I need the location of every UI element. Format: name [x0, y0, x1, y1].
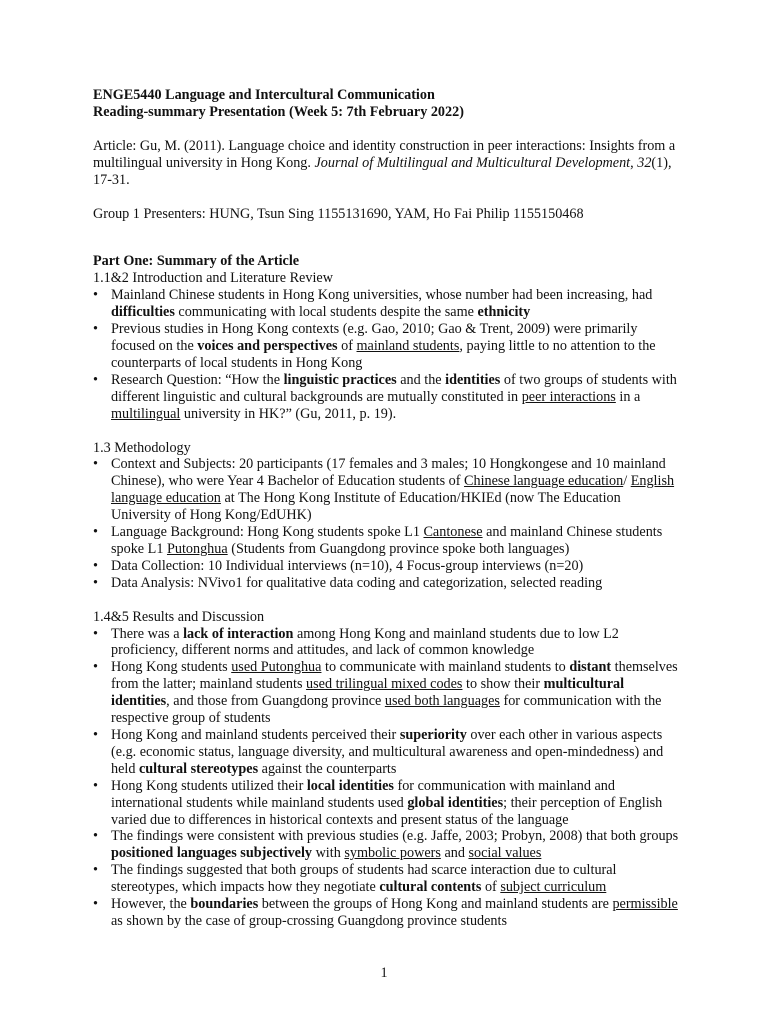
- bullet-item: • Previous studies in Hong Kong contexts (e.g. Gao, 2010; Gao & Trent, 2009) were primarily focused on the voices and perspectives of mainland students, paying little to no attention to the counterparts of local students in Hong Kong: [93, 321, 683, 372]
- intro-list: [93, 287, 683, 422]
- page-number: 1: [380, 965, 388, 981]
- bullet-item: • Mainland Chinese students in Hong Kong universities, whose number had been increasing, had difficulties communicating with local students despite the same ethnicity: [93, 287, 683, 321]
- bullet-item: • Hong Kong students utilized their local identities for communication with mainland and international students while mainland students used global identities; their perception of English varied due to differences in historical contexts and present status of the language: [93, 778, 683, 829]
- intro-heading: 1.1&2 Introduction and Literature Review: [93, 270, 333, 287]
- presenters-line: Group 1 Presenters: HUNG, Tsun Sing 1155131690, YAM, Ho Fai Philip 1155150468: [93, 205, 584, 222]
- bullet-item: • However, the boundaries between the groups of Hong Kong and mainland students are permissible as shown by the case of group-crossing Guangdong province students: [93, 896, 683, 930]
- bullet-item: • Language Background: Hong Kong students spoke L1 Cantonese and mainland Chinese students spoke L1 Putonghua (Students from Guangdong province spoke both languages): [93, 524, 683, 558]
- bullet-item: • Hong Kong and mainland students perceived their superiority over each other in various aspects (e.g. economic status, language diversity, and multicultural awareness and open-mindedness) and held cultural stereotypes against the counterparts: [93, 727, 683, 778]
- article-citation: Article: Gu, M. (2011). Language choice and identity construction in peer interactions: Insights from a multilingual university in Hong Kong. Journal of Multilingual and Multicultural Development, 32(1), 17-31.: [93, 137, 676, 188]
- bullet-item: • Data Analysis: NVivo1 for qualitative data coding and categorization, selected reading: [93, 575, 683, 592]
- results-heading: 1.4&5 Results and Discussion: [93, 608, 265, 625]
- methodology-list: [93, 456, 683, 591]
- bullet-item: • Context and Subjects: 20 participants (17 females and 3 males; 10 Hongkongese and 10 mainland Chinese), who were Year 4 Bachelor of Education students of Chinese language education/ English language education at The Hong Kong Institute of Education/HKIEd (now The Education University of Hong Kong/EdUHK): [93, 456, 683, 524]
- bullet-item: • The findings were consistent with previous studies (e.g. Jaffe, 2003; Probyn, 2008) that both groups positioned languages subjectively with symbolic powers and social values: [93, 828, 683, 862]
- part-one-title: Part One: Summary of the Article: [93, 253, 300, 270]
- bullet-item: • Hong Kong students used Putonghua to communicate with mainland students to distant themselves from the latter; mainland students used trilingual mixed codes to show their multicultural identities, and those from Guangdong province used both languages for communication with the respective group of students: [93, 659, 683, 727]
- journal-volume: 32: [637, 154, 652, 171]
- journal-name: Journal of Multilingual and Multicultural Development: [314, 154, 631, 171]
- bullet-item: • The findings suggested that both groups of students had scarce interaction due to cultural stereotypes, which impacts how they negotiate cultural contents of subject curriculum: [93, 862, 683, 896]
- course-title: ENGE5440 Language and Intercultural Communication: [93, 87, 435, 103]
- document-page: [93, 87, 683, 930]
- bullet-item: • There was a lack of interaction among Hong Kong and mainland students due to low L2 proficiency, different norms and attitudes, and lack of common knowledge: [93, 626, 683, 660]
- presentation-title: Reading-summary Presentation (Week 5: 7th February 2022): [93, 103, 464, 120]
- bullet-item: • Data Collection: 10 Individual interviews (n=10), 4 Focus-group interviews (n=20): [93, 558, 683, 575]
- bullet-item: • Research Question: “How the linguistic practices and the identities of two groups of students with different linguistic and cultural backgrounds are mutually constituted in peer interactions in a multilingual university in HK?” (Gu, 2011, p. 19).: [93, 372, 683, 423]
- results-list: [93, 626, 683, 930]
- methodology-heading: 1.3 Methodology: [93, 439, 191, 456]
